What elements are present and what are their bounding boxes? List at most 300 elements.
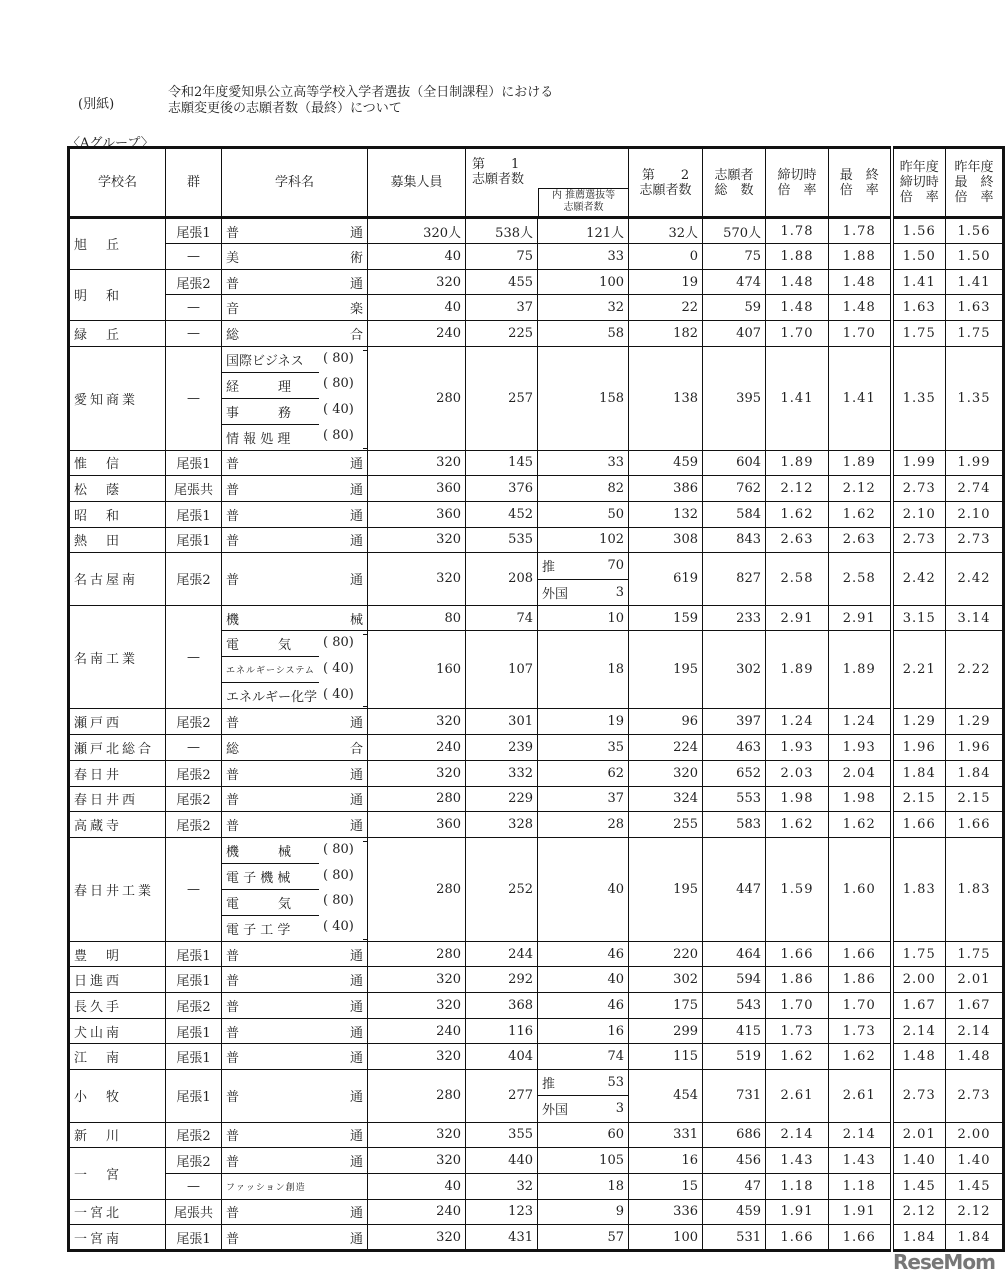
- group: 尾張1: [166, 1018, 222, 1044]
- total: 75: [703, 244, 766, 270]
- dept-label: [226, 1047, 363, 1066]
- dept-name: [222, 735, 368, 761]
- prev-final-rate: 3.14: [946, 605, 1004, 631]
- total: 594: [703, 967, 766, 993]
- dept-name: [222, 527, 368, 553]
- final-rate: 1.98: [829, 786, 892, 812]
- prev-deadline-line3: 倍 率: [899, 190, 939, 205]
- prev-final-rate: 1.63: [946, 295, 1004, 321]
- first-choice: 107: [466, 631, 538, 709]
- second-choice: 386: [629, 476, 703, 502]
- dept-char-1: 機: [226, 612, 240, 628]
- prev-final-rate: 2.10: [946, 501, 1004, 527]
- recommend: 10: [538, 605, 629, 631]
- dept-name: 国際ビジネス: [226, 353, 304, 369]
- recommend: 16: [538, 1018, 629, 1044]
- dept-name: [222, 1225, 368, 1251]
- col-first-choice: [466, 148, 629, 218]
- recommend: 35: [538, 735, 629, 761]
- recommend-line1: 内 推薦選抜等: [551, 190, 616, 201]
- dept-name: 情 報 処 理: [226, 431, 291, 447]
- recommend: 74: [538, 1044, 629, 1070]
- capacity: 320人: [368, 218, 466, 244]
- col-dept: 学科名: [222, 148, 368, 218]
- recommend-value: 53: [607, 1075, 624, 1091]
- total: 302: [703, 631, 766, 709]
- total: 686: [703, 1122, 766, 1148]
- second-choice: 302: [629, 967, 703, 993]
- capacity: 320: [368, 269, 466, 295]
- final-rate: 1.70: [829, 993, 892, 1019]
- deadline-rate: 1.78: [766, 218, 829, 244]
- dept-breakdown: [222, 837, 368, 941]
- table-row: [69, 1018, 1004, 1044]
- capacity: 320: [368, 1225, 466, 1251]
- capacity: 40: [368, 244, 466, 270]
- recommend: 105: [538, 1148, 629, 1174]
- deadline-rate: 2.03: [766, 760, 829, 786]
- dept-char-2: 合: [349, 742, 363, 757]
- school-name: 緑 丘: [69, 321, 166, 347]
- recommend-value: 3: [615, 584, 624, 600]
- total: 584: [703, 501, 766, 527]
- recommend-list: [538, 553, 628, 604]
- prev-deadline-rate: 1.84: [892, 760, 946, 786]
- dept-capacity: ( 40): [323, 402, 354, 418]
- dept-name: [222, 1122, 368, 1148]
- first-choice: 116: [466, 1018, 538, 1044]
- prev-deadline-rate: 2.10: [892, 501, 946, 527]
- deadline-rate: 1.66: [766, 941, 829, 967]
- deadline-rate: 1.48: [766, 269, 829, 295]
- first-choice: 123: [466, 1199, 538, 1225]
- first-choice: 32: [466, 1173, 538, 1199]
- recommend: 18: [538, 1173, 629, 1199]
- group: 尾張共: [166, 1199, 222, 1225]
- resemom-logo: ReseMom: [893, 1250, 995, 1274]
- school-name: 春日井: [69, 760, 166, 786]
- first-choice: 355: [466, 1122, 538, 1148]
- group: 尾張2: [166, 553, 222, 605]
- capacity: 360: [368, 501, 466, 527]
- dept-char-1: 普: [226, 1051, 240, 1067]
- prev-deadline-rate: 2.73: [892, 476, 946, 502]
- final-line2: 倍 率: [839, 182, 879, 198]
- total-line1: 志願者: [714, 167, 754, 183]
- deadline-rate: 1.62: [766, 1044, 829, 1070]
- dept-capacity: ( 80): [323, 867, 354, 883]
- total: 233: [703, 605, 766, 631]
- dept-name: [222, 709, 368, 735]
- first-choice: 376: [466, 476, 538, 502]
- prev-final-rate: 2.14: [946, 1018, 1004, 1044]
- prev-deadline-rate: 2.14: [892, 1018, 946, 1044]
- first-choice: 292: [466, 967, 538, 993]
- table-row: [69, 760, 1004, 786]
- second-choice: 0: [629, 244, 703, 270]
- prev-final-line1: 昨年度: [954, 160, 994, 175]
- recommend-item: [538, 1096, 628, 1121]
- school-name: 熱 田: [69, 527, 166, 553]
- dept-label: [226, 764, 363, 783]
- deadline-rate: 1.89: [766, 450, 829, 476]
- prev-final-rate: 1.96: [946, 735, 1004, 761]
- final-rate: 1.18: [829, 1173, 892, 1199]
- recommend: 40: [538, 967, 629, 993]
- dept-name: [222, 1148, 368, 1174]
- prev-deadline-rate: 1.63: [892, 295, 946, 321]
- second-choice: 454: [629, 1070, 703, 1122]
- total: 583: [703, 812, 766, 838]
- dept-char-2: 通: [349, 508, 363, 524]
- capacity: 280: [368, 837, 466, 941]
- group: 尾張1: [166, 1225, 222, 1251]
- deadline-rate: 2.14: [766, 1122, 829, 1148]
- deadline-rate: 1.62: [766, 812, 829, 838]
- group: 尾張2: [166, 760, 222, 786]
- recommend: 28: [538, 812, 629, 838]
- prev-deadline-rate: 1.29: [892, 709, 946, 735]
- deadline-rate: 2.58: [766, 553, 829, 605]
- second-choice: 132: [629, 501, 703, 527]
- final-rate: 1.43: [829, 1148, 892, 1174]
- prev-deadline-rate: 1.75: [892, 321, 946, 347]
- dept-capacity: ( 80): [323, 635, 354, 651]
- school-name: 昭 和: [69, 501, 166, 527]
- header-row: [69, 148, 1004, 218]
- recommend: 37: [538, 786, 629, 812]
- dept-label: [226, 273, 363, 292]
- first-choice: 301: [466, 709, 538, 735]
- dept-label: [226, 945, 363, 964]
- dept-char-2: 術: [349, 250, 363, 266]
- recommend: 121人: [538, 218, 629, 244]
- total: 843: [703, 527, 766, 553]
- prev-deadline-line1: 昨年度: [899, 160, 939, 175]
- dept-char-1: 普: [226, 1206, 240, 1222]
- dept-label: [226, 324, 363, 343]
- dept-name: 機 械: [226, 844, 292, 860]
- col-prev-final: [946, 148, 1004, 218]
- dept-char-1: 普: [226, 819, 240, 835]
- first-choice: 404: [466, 1044, 538, 1070]
- dept-name: [222, 760, 368, 786]
- dept-char-2: 通: [349, 819, 363, 835]
- second-choice: 32人: [629, 218, 703, 244]
- final-rate: 1.48: [829, 295, 892, 321]
- school-name: 一宮北: [69, 1199, 166, 1225]
- recommend: 33: [538, 244, 629, 270]
- recommend: 158: [538, 346, 629, 450]
- dept-char-2: 通: [349, 457, 363, 473]
- dept-char-2: 合: [349, 327, 363, 343]
- capacity: 40: [368, 295, 466, 321]
- dept-name: [222, 553, 368, 605]
- dept-name: [222, 218, 368, 244]
- final-rate: 1.89: [829, 450, 892, 476]
- recommend-label: 推: [542, 1077, 556, 1093]
- dept-breakdown: [222, 346, 368, 450]
- deadline-line1: 締切時: [777, 167, 817, 183]
- dept-capacity: ( 40): [323, 686, 354, 702]
- prev-final-line3: 倍 率: [954, 190, 994, 205]
- recommend: 9: [538, 1199, 629, 1225]
- prev-deadline-rate: 1.40: [892, 1148, 946, 1174]
- deadline-rate: 2.91: [766, 605, 829, 631]
- col-second-choice: [629, 148, 703, 218]
- final-rate: 1.73: [829, 1018, 892, 1044]
- dept-name: [222, 1199, 368, 1225]
- col-prev-deadline: [892, 148, 946, 218]
- total: 652: [703, 760, 766, 786]
- dept-name: [222, 1044, 368, 1070]
- recommend-line2: 志願者数: [563, 202, 604, 213]
- group: 尾張1: [166, 1044, 222, 1070]
- school-name: 新 川: [69, 1122, 166, 1148]
- first-line2: 志願者数: [472, 172, 525, 187]
- school-name: 旭 丘: [69, 218, 166, 270]
- table-row: [69, 501, 1004, 527]
- second-choice: 336: [629, 1199, 703, 1225]
- school-name: 名古屋南: [69, 553, 166, 605]
- second-choice: 224: [629, 735, 703, 761]
- document-title: [168, 85, 553, 117]
- school-name: 瀬戸西: [69, 709, 166, 735]
- dept-label: [226, 609, 363, 628]
- table-row: [69, 244, 1004, 270]
- second-choice: 100: [629, 1225, 703, 1251]
- dept-label: [226, 505, 363, 524]
- dept-char-2: 通: [349, 1155, 363, 1171]
- recommend: 58: [538, 321, 629, 347]
- total: 731: [703, 1070, 766, 1122]
- dept-char-1: 普: [226, 1155, 240, 1171]
- deadline-rate: 1.70: [766, 321, 829, 347]
- dept-char-2: 通: [349, 225, 363, 241]
- group: 尾張1: [166, 941, 222, 967]
- first-choice: 440: [466, 1148, 538, 1174]
- dept-char-1: 普: [226, 974, 240, 990]
- capacity: 320: [368, 709, 466, 735]
- bracket-icon: [363, 350, 368, 449]
- col-capacity: 募集人員: [368, 148, 466, 218]
- recommend: 33: [538, 450, 629, 476]
- dept-item: [222, 631, 319, 657]
- dept-name: ファッション創造: [222, 1173, 368, 1199]
- dept-label: [226, 247, 363, 266]
- deadline-rate: 1.86: [766, 967, 829, 993]
- table-body: [69, 218, 1004, 1251]
- dept-char-1: 普: [226, 225, 240, 241]
- dept-list: [222, 347, 319, 450]
- deadline-rate: 1.18: [766, 1173, 829, 1199]
- title-line-2: 志願変更後の志願者数（最終）について: [168, 101, 402, 116]
- group: —: [166, 346, 222, 450]
- prev-deadline-line2: 締切時: [899, 175, 939, 190]
- recommend: 32: [538, 295, 629, 321]
- dept-name: 事 務: [226, 405, 292, 421]
- group-label: 〈Aグループ〉: [67, 136, 154, 151]
- dept-label: [226, 1125, 363, 1144]
- first-choice: 75: [466, 244, 538, 270]
- table-row: [69, 1070, 1004, 1122]
- dept-char-1: 美: [226, 250, 240, 266]
- school-name: 春日井工業: [69, 837, 166, 941]
- recommend-item: [538, 580, 628, 605]
- group: —: [166, 1173, 222, 1199]
- dept-name: [222, 967, 368, 993]
- second-choice: 159: [629, 605, 703, 631]
- second-choice: 22: [629, 295, 703, 321]
- second-line1: 第 2: [641, 167, 690, 183]
- dept-item: [222, 683, 319, 708]
- deadline-rate: 1.93: [766, 735, 829, 761]
- dept-capacity: ( 40): [323, 919, 354, 934]
- total: 447: [703, 837, 766, 941]
- capacity: 240: [368, 1199, 466, 1225]
- dept-list: [222, 631, 319, 708]
- prev-final-rate: 1.66: [946, 812, 1004, 838]
- first-choice: 431: [466, 1225, 538, 1251]
- first-line1: 第 1: [472, 157, 520, 172]
- group: —: [166, 295, 222, 321]
- total: 543: [703, 993, 766, 1019]
- second-choice: 175: [629, 993, 703, 1019]
- final-rate: 1.66: [829, 941, 892, 967]
- first-choice: 455: [466, 269, 538, 295]
- group: 尾張2: [166, 269, 222, 295]
- final-rate: 1.93: [829, 735, 892, 761]
- prev-deadline-rate: 1.45: [892, 1173, 946, 1199]
- dept-item: [222, 399, 319, 425]
- dept-char-2: 通: [349, 1129, 363, 1145]
- recommend-label: 外国: [542, 1103, 569, 1119]
- group: 尾張1: [166, 527, 222, 553]
- capacity: 240: [368, 321, 466, 347]
- final-rate: 2.58: [829, 553, 892, 605]
- table-row: [69, 218, 1004, 244]
- school-name: 一 宮: [69, 1148, 166, 1199]
- recommend-label: 推: [542, 560, 556, 576]
- prev-final-rate: 1.75: [946, 321, 1004, 347]
- dept-name: エネルギーシステム: [226, 666, 315, 677]
- dept-name: 電 気: [226, 638, 292, 654]
- capacity: 280: [368, 941, 466, 967]
- deadline-rate: 1.43: [766, 1148, 829, 1174]
- school-name: 松 蔭: [69, 476, 166, 502]
- dept-char-1: 普: [226, 534, 240, 550]
- first-choice: 74: [466, 605, 538, 631]
- second-choice: 324: [629, 786, 703, 812]
- dept-label: [226, 789, 363, 808]
- dept-char-2: 通: [349, 716, 363, 732]
- dept-char-2: 楽: [349, 302, 363, 318]
- recommend: 50: [538, 501, 629, 527]
- group: 尾張2: [166, 709, 222, 735]
- capacity: 320: [368, 553, 466, 605]
- prev-deadline-rate: 2.21: [892, 631, 946, 709]
- prev-final-rate: 1.67: [946, 993, 1004, 1019]
- dept-char-2: 通: [349, 999, 363, 1015]
- dept-name: [222, 812, 368, 838]
- dept-capacity: ( 80): [323, 350, 354, 366]
- school-name: 明 和: [69, 269, 166, 320]
- first-choice: 225: [466, 321, 538, 347]
- recommend: 46: [538, 993, 629, 1019]
- dept-char-2: 通: [349, 767, 363, 783]
- final-rate: 1.62: [829, 501, 892, 527]
- recommend: 62: [538, 760, 629, 786]
- dept-label: [226, 1202, 363, 1221]
- group: —: [166, 735, 222, 761]
- dept-name: [222, 786, 368, 812]
- group: 尾張2: [166, 812, 222, 838]
- prev-final-rate: 2.73: [946, 1070, 1004, 1122]
- table-row: [69, 450, 1004, 476]
- dept-label: [226, 1151, 363, 1170]
- dept-label: [226, 996, 363, 1015]
- total: 827: [703, 553, 766, 605]
- prev-final-rate: 1.45: [946, 1173, 1004, 1199]
- capacity: 160: [368, 631, 466, 709]
- total: 519: [703, 1044, 766, 1070]
- prev-deadline-rate: 2.42: [892, 553, 946, 605]
- dept-char-1: 総: [226, 742, 240, 757]
- second-choice: 115: [629, 1044, 703, 1070]
- final-rate: 1.86: [829, 967, 892, 993]
- table-row: [69, 605, 1004, 631]
- deadline-rate: 1.24: [766, 709, 829, 735]
- deadline-rate: 2.12: [766, 476, 829, 502]
- dept-item: [222, 838, 319, 864]
- prev-deadline-rate: 1.67: [892, 993, 946, 1019]
- title-line-1: 令和2年度愛知県公立高等学校入学者選抜（全日制課程）における: [168, 85, 554, 100]
- prev-deadline-rate: 1.41: [892, 269, 946, 295]
- capacity: 360: [368, 812, 466, 838]
- total: 47: [703, 1173, 766, 1199]
- prev-deadline-rate: 2.12: [892, 1199, 946, 1225]
- dept-name: 電 子 工 学: [226, 922, 291, 938]
- table-row: [69, 553, 1004, 605]
- prev-final-rate: 2.00: [946, 1122, 1004, 1148]
- prev-deadline-rate: 1.50: [892, 244, 946, 270]
- dept-name: [222, 321, 368, 347]
- prev-final-rate: 1.41: [946, 269, 1004, 295]
- prev-deadline-rate: 1.96: [892, 735, 946, 761]
- prev-deadline-rate: 1.56: [892, 218, 946, 244]
- applicants-table: [67, 146, 1005, 1252]
- table-row: [69, 1044, 1004, 1070]
- second-line2: 志願者数: [639, 182, 692, 198]
- table-row: [69, 812, 1004, 838]
- second-choice: 15: [629, 1173, 703, 1199]
- capacity: 320: [368, 967, 466, 993]
- capacity: 320: [368, 1148, 466, 1174]
- prev-deadline-rate: 1.75: [892, 941, 946, 967]
- dept-char-2: 通: [349, 276, 363, 292]
- recommend-split: [538, 1070, 629, 1122]
- first-choice: 229: [466, 786, 538, 812]
- prev-final-rate: 1.84: [946, 760, 1004, 786]
- second-choice: 195: [629, 631, 703, 709]
- dept-name: [222, 941, 368, 967]
- col-school: 学校名: [69, 148, 166, 218]
- second-choice: 459: [629, 450, 703, 476]
- first-choice: 252: [466, 837, 538, 941]
- deadline-rate: 1.70: [766, 993, 829, 1019]
- capacity: 320: [368, 1044, 466, 1070]
- table-row: [69, 1225, 1004, 1251]
